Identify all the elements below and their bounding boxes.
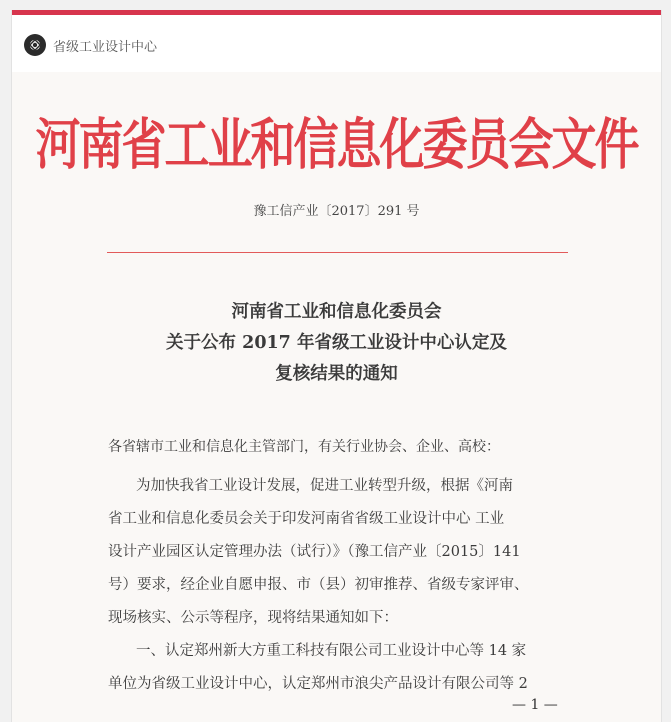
aperture-logo-icon [24, 34, 46, 56]
document-number: 豫工信产业〔2017〕291 号 [253, 204, 420, 219]
line-text: 省工业和信息化委员会关于印发河南省省级工业设计中心 工业 [108, 511, 505, 527]
document-scan [12, 72, 661, 722]
paragraph-line [108, 635, 588, 668]
paragraph-line [108, 536, 588, 569]
document-header-title: 河南省工业和信息化委员会文件 [35, 112, 638, 177]
article-frame [11, 10, 662, 722]
red-divider [107, 252, 568, 253]
body-text [108, 470, 588, 701]
page-number: — 1 — [512, 697, 558, 713]
paragraph-line [108, 569, 588, 602]
line-text: 设计产业园区认定管理办法（试行）》（豫工信产业〔2015〕141 [108, 544, 521, 560]
paragraph-line [108, 503, 588, 536]
line-text: 号）要求，经企业自愿申报、市（县）初审推荐、省级专家评审、 [108, 577, 529, 593]
line-text: 现场核实、公示等程序，现将结果通知如下： [108, 610, 398, 626]
brand-header[interactable] [24, 34, 157, 56]
paragraph-line [108, 470, 588, 503]
accent-bar [12, 10, 661, 15]
brand-name: 省级工业设计中心 [53, 39, 158, 55]
line-text: 一、认定郑州新大方重工科技有限公司工业设计中心等 14 家 [136, 643, 527, 659]
line-text: 为加快我省工业设计发展，促进工业转型升级，根据《河南 [136, 478, 513, 494]
notice-title-line: 复核结果的通知 [275, 364, 398, 384]
paragraph-line [108, 602, 588, 635]
notice-title-line: 关于公布 2017 年省级工业设计中心认定及 [166, 333, 507, 353]
notice-title-line: 河南省工业和信息化委员会 [231, 302, 442, 322]
line-text: 单位为省级工业设计中心，认定郑州市浪尖产品设计有限公司等 2 [108, 676, 528, 692]
notice-title [12, 297, 661, 390]
addressee-line: 各省辖市工业和信息化主管部门，有关行业协会、企业、高校： [108, 439, 500, 455]
